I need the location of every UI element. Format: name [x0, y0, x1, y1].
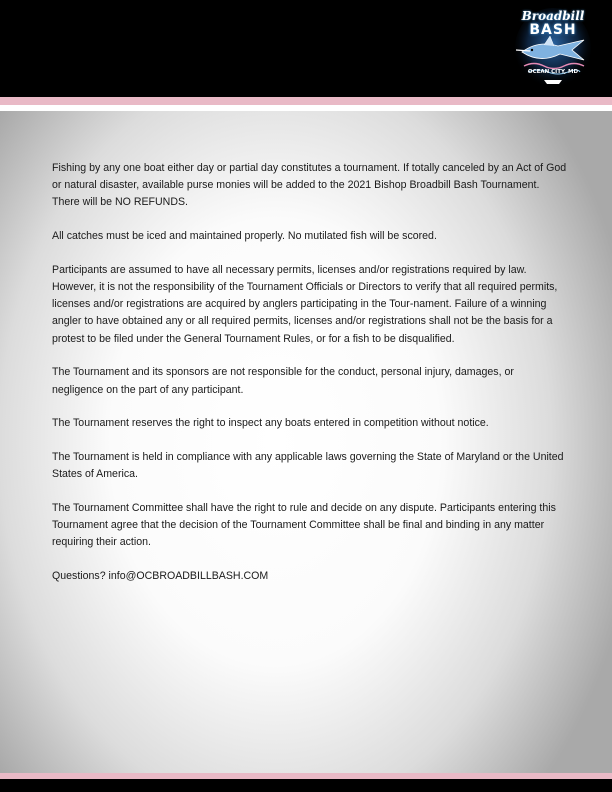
rule-paragraph: The Tournament reserves the right to inspect any boats entered in competition without notice.	[52, 417, 489, 430]
logo-word: BASH	[529, 22, 577, 38]
header-pink-stripe	[0, 97, 612, 105]
rule-paragraph: The Tournament is held in compliance with any applicable laws governing the State of Maryland or the United States of America.	[52, 450, 564, 481]
tournament-logo	[514, 6, 592, 92]
contact-line: Questions? info@OCBROADBILLBASH.COM	[52, 569, 269, 582]
rule-paragraph: The Tournament Committee shall have the right to rule and decide on any dispute. Participants entering this Tournament agree that the decision of the Tournament Committee shall be final and binding in any matter requiring their action.	[52, 501, 556, 549]
logo-title: Broadbill	[521, 9, 585, 23]
logo-location: OCEAN CITY, MD	[527, 69, 579, 75]
rule-paragraph: Fishing by any one boat either day or partial day constitutes a tournament. If totally canceled by an Act of God or natural disaster, available purse monies will be added to the 2021 Bishop Broadbill Bash Tournament. There will be NO REFUNDS.	[52, 162, 567, 209]
rule-paragraph: All catches must be iced and maintained properly. No mutilated fish will be scored.	[52, 230, 437, 243]
rules-text	[52, 160, 568, 602]
rule-paragraph: The Tournament and its sponsors are not responsible for the conduct, personal injury, damages, or negligence on the part of any participant.	[52, 366, 514, 396]
rule-paragraph: Participants are assumed to have all necessary permits, licenses and/or registrations required by law. However, it is not the responsibility of the Tournament Officials or Directors to verify that all required permits, licenses and/or registrations are acquired by anglers participating in the Tour-nament. Failure of a winning angler to have obtained any or all required permits, licenses and/or registrations shall not be the basis for a protest to be filed under the General Tournament Rules, or for a fish to be disqualified.	[52, 263, 558, 345]
footer-band	[0, 779, 612, 792]
